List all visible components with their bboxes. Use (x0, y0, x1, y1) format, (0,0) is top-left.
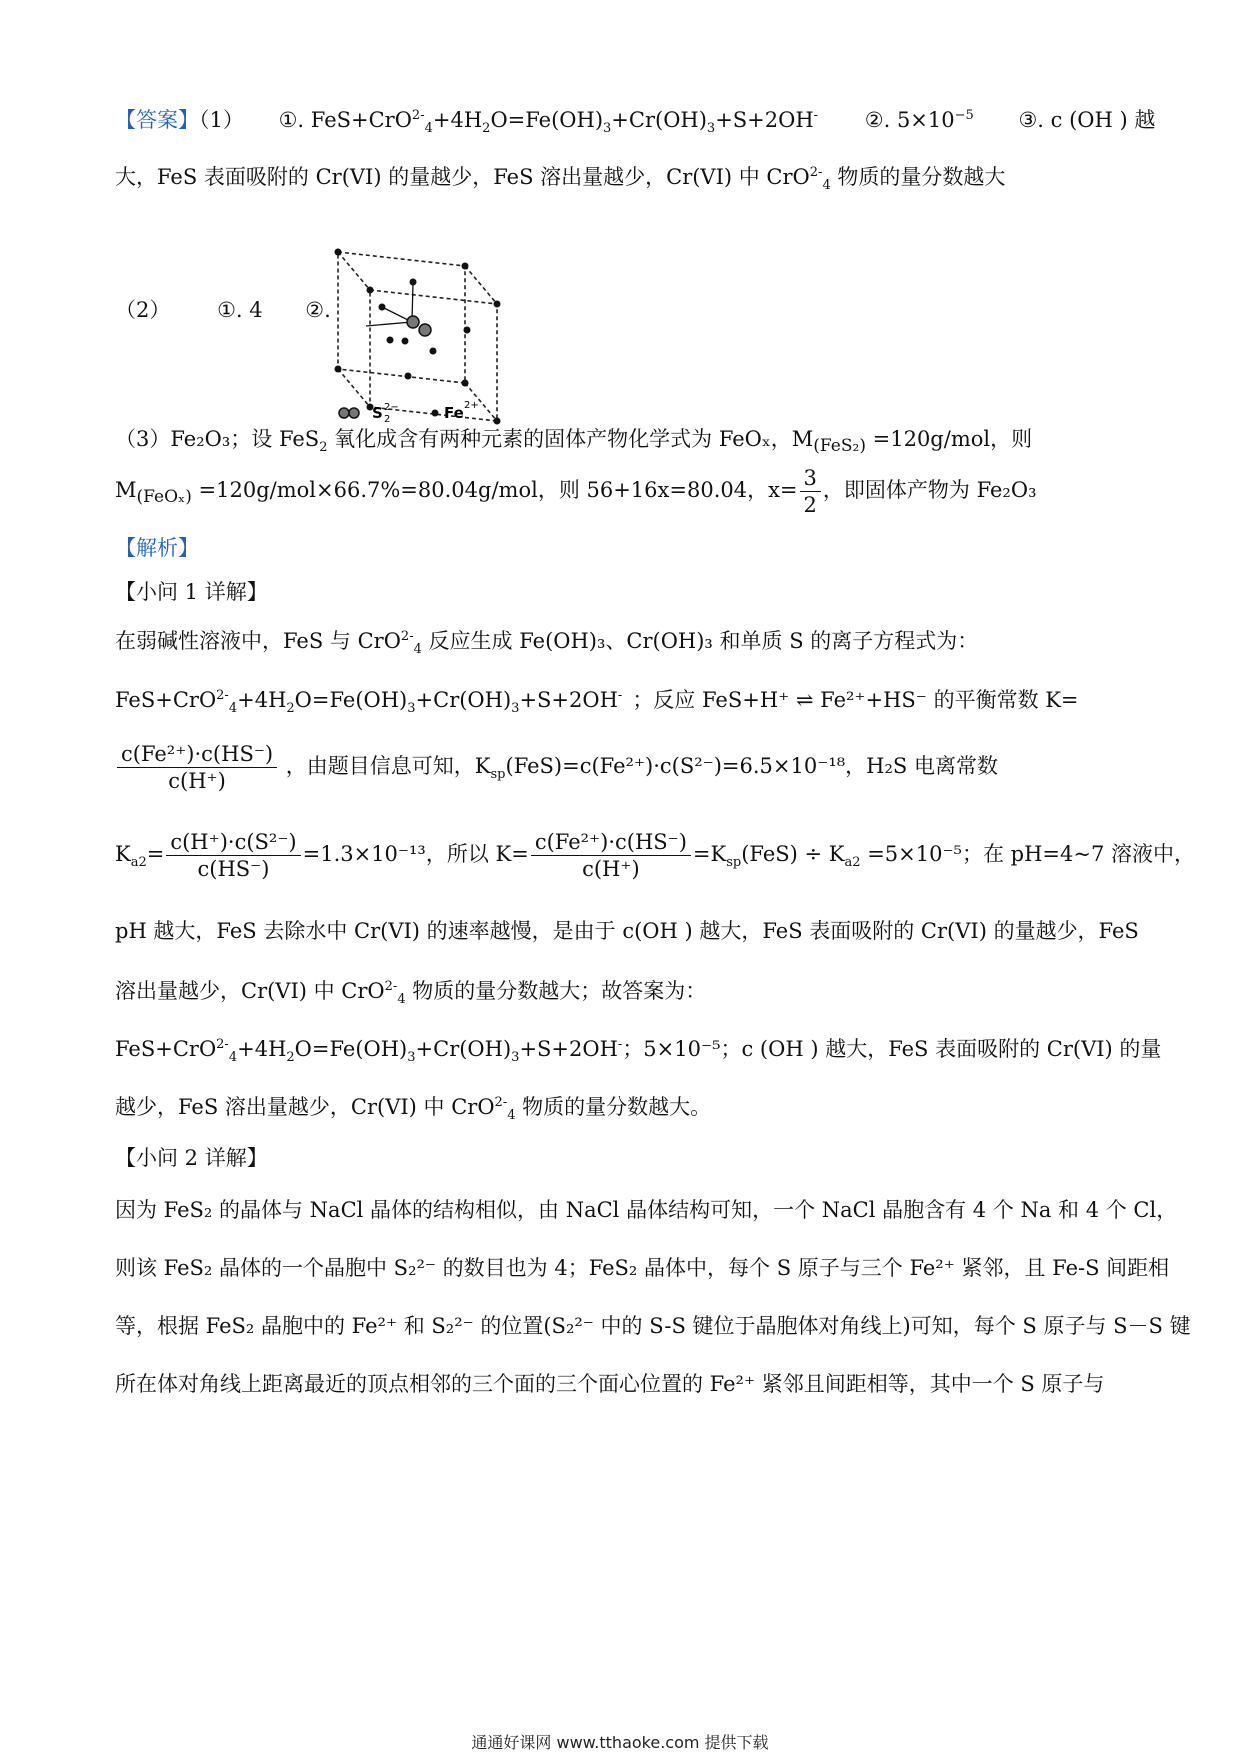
analysis-p1: 在弱碱性溶液中，FeS 与 CrO$^{2-}_4$ 反应生成 Fe(OH)₃、Cr(OH)₃ 和单质 S 的离子方程式为： (115, 629, 979, 658)
analysis-p6: 溶出量越少，Cr(VI) 中 CrO$^{2-}_4$ 物质的量分数越大；故答案为： (115, 979, 707, 1008)
fraction-k: $\frac{\text{c(Fe²⁺)·c(HS⁻)}}{c(H^+)}$ (117, 742, 277, 793)
q2-part-b: ②. (305, 298, 331, 322)
q2-line (115, 294, 1135, 324)
analysis-p11: 等，根据 FeS₂ 晶胞中的 Fe²⁺ 和 S₂²⁻ 的位置(S₂²⁻ 中的 S-S 键位于晶胞体对角线上)可知，每个 S 原子与 S－S 键 (115, 1314, 1191, 1338)
analysis-p10: 则该 FeS₂ 晶体的一个晶胞中 S₂²⁻ 的数目也为 4；FeS₂ 晶体中，每个 S 原子与三个 Fe²⁺ 紧邻，且 Fe-S 间距相 (115, 1256, 1170, 1280)
answer-tag: 【答案】 (115, 108, 199, 132)
answer-line-2: 大，FeS 表面吸附的 Cr(VI) 的量越少，FeS 溶出量越少，Cr(VI) 中 CrO$^{2-}_4$ 物质的量分数越大 (115, 165, 1006, 194)
q3-line-1: （3）Fe₂O₃；设 FeS$_2$ 氧化成含有两种元素的固体产物化学式为 FeOₓ，$M_{(FeS_2)} =120g/mol$，则 (115, 427, 1033, 457)
section-2-title: 【小问 2 详解】 (115, 1146, 268, 1170)
analysis-p5: pH 越大，FeS 去除水中 Cr(VI) 的速率越慢，是由于 c(OH ) 越大，FeS 表面吸附的 Cr(VI) 的量越少，FeS (115, 919, 1139, 943)
legend-s-label: S (372, 404, 383, 422)
q3-line-2: $M_{(FeO_x)} =120g/mol\times 66.7\%=80.04g/mol$，则 56+16x=80.04，x= $\frac{3}{2}$ ，即固体产物为 Fe₂O₃ (115, 466, 1037, 517)
analysis-p9: 因为 FeS₂ 的晶体与 NaCl 晶体的结构相似，由 NaCl 晶体结构可知，一个 NaCl 晶胞含有 4 个 Na 和 4 个 Cl， (115, 1198, 1178, 1222)
q1-part-a-label: ①. (278, 108, 305, 132)
q2-part-a: ①. 4 (217, 298, 263, 322)
section-1-title: 【小问 1 详解】 (115, 580, 268, 604)
analysis-p8: 越少，FeS 溶出量越少，Cr(VI) 中 CrO$^{2-}_4$ 物质的量分数越大。 (115, 1095, 712, 1124)
analysis-tag: 【解析】 (115, 536, 199, 560)
q1-part-b: ②. $5\times 10^{-5}$ (864, 108, 974, 132)
fraction-ka2: $\frac{\text{c(H⁺)·c(S²⁻)}}{c(HS^-)}$ (166, 830, 300, 881)
q2-number: （2） (115, 298, 171, 322)
analysis-p2: $FeS+CrO^{2-}_4+4H_2O=Fe(OH)_3+Cr(OH)_3+S+2OH^-$ ；反应 FeS+H⁺ ⇌ Fe²⁺+HS⁻ 的平衡常数 K= (115, 688, 1079, 717)
answer-line-1 (115, 104, 1156, 137)
svg-text:2+: 2+ (464, 400, 479, 411)
svg-text:2: 2 (384, 414, 391, 425)
svg-text:2−: 2− (384, 402, 399, 413)
q1-number: （1） (199, 108, 244, 132)
page-footer: 通通好课网 www.tthaoke.com 提供下载 (471, 1733, 769, 1752)
legend-fe-label: Fe (444, 404, 464, 422)
q1-equation: $FeS+CrO^{2-}_4+4H_2O=Fe(OH)_3+Cr(OH)_3+S+2OH^-$ (310, 108, 819, 137)
analysis-p3: $\frac{\text{c(Fe²⁺)·c(HS⁻)}}{c(H^+)}$ ，由题目信息可知，$K_{sp}(FeS)=c(Fe^{2+})\cdot c(S^{2-})=6.5\times 10^{-18}$，H₂S 电离常数 (115, 742, 1135, 793)
q1-part-c: ③. c (OH ) 越 (1018, 108, 1156, 132)
crystal-cell-diagram (330, 238, 530, 438)
fraction-3-over-2: $\frac{3}{2}$ (800, 466, 821, 517)
fraction-k-2: $\frac{\text{c(Fe²⁺)·c(HS⁻)}}{c(H^+)}$ (531, 830, 691, 881)
analysis-p7: $FeS+CrO^{2-}_4+4H_2O=Fe(OH)_3+Cr(OH)_3+S+2OH^-$；5×10⁻⁵；c (OH ) 越大，FeS 表面吸附的 Cr(VI) 的量 (115, 1037, 1162, 1066)
analysis-p4: $K_{a2}=$ $\frac{\text{c(H⁺)·c(S²⁻)}}{c(HS^-)}$ =1.3×10⁻¹³，所以 K= $\frac{\text{c(Fe²⁺)·c(HS⁻)}}{c(H^+)}$ $=K_{sp}(FeS) \div K_{a2} =5\times 10^{-5}$；在 pH=4~7 溶液中， (115, 830, 1195, 881)
analysis-p12: 所在体对角线上距离最近的顶点相邻的三个面的三个面心位置的 Fe²⁺ 紧邻且间距相等，其中一个 S 原子与 (115, 1372, 1105, 1396)
